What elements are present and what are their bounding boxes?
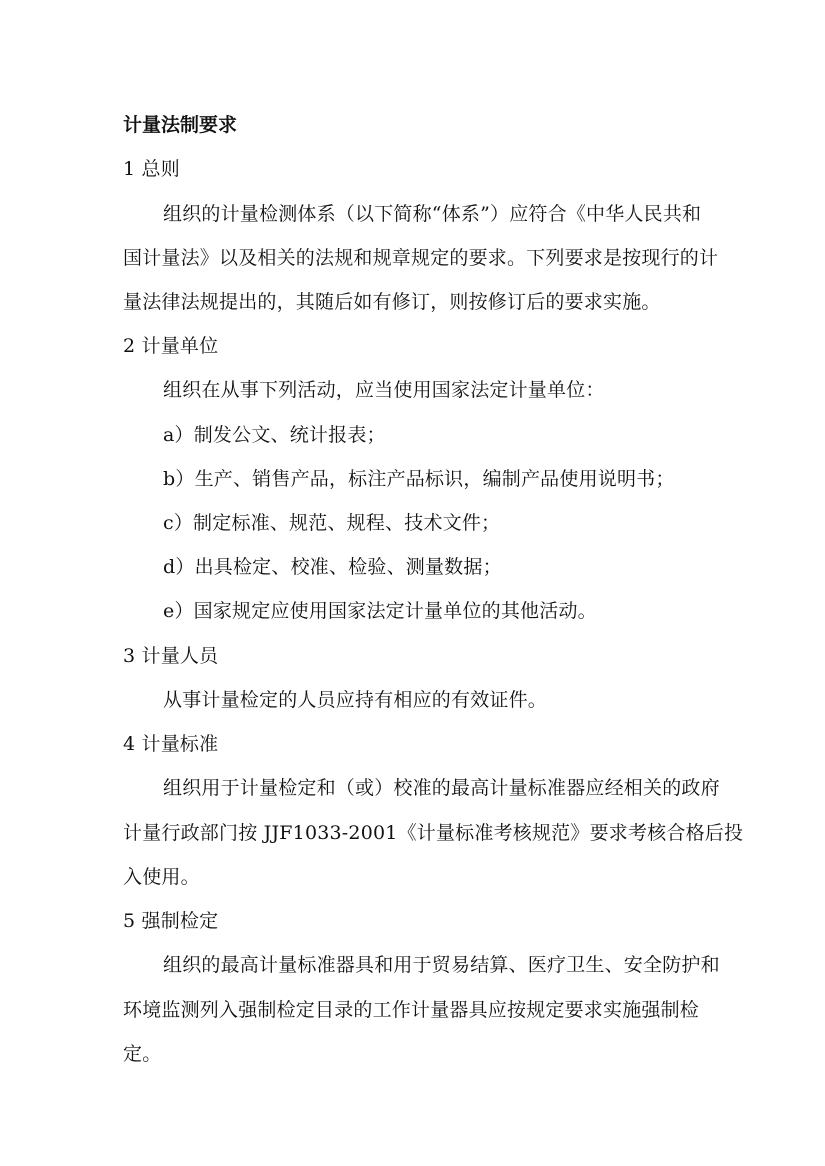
section-4-heading: 4 计量标准 xyxy=(123,733,219,755)
section-2-list-item-d: d）出具检定、校准、检验、测量数据； xyxy=(163,556,502,578)
section-1-paragraph-line-2: 国计量法》以及相关的法规和规章规定的要求。下列要求是按现行的计 xyxy=(123,247,719,269)
section-4-paragraph-line-3: 入使用。 xyxy=(123,866,200,888)
section-2-list-item-a: a）制发公文、统计报表； xyxy=(163,424,386,446)
section-1-paragraph-line-3: 量法律法规提出的，其随后如有修订，则按修订后的要求实施。 xyxy=(123,291,661,313)
section-2-list-item-b: b）生产、销售产品，标注产品标识，编制产品使用说明书； xyxy=(163,468,675,490)
section-3-paragraph-line-1: 从事计量检定的人员应持有相应的有效证件。 xyxy=(163,689,548,711)
section-1-paragraph-line-1: 组织的计量检测体系（以下简称“体系”）应符合《中华人民共和 xyxy=(163,203,702,225)
section-4-paragraph-line-2: 计量行政部门按 JJF1033-2001《计量标准考核规范》要求考核合格后投 xyxy=(123,822,744,844)
section-2-list-item-e: e）国家规定应使用国家法定计量单位的其他活动。 xyxy=(163,600,597,622)
section-2-intro: 组织在从事下列活动，应当使用国家法定计量单位： xyxy=(163,379,605,401)
section-5-heading: 5 强制检定 xyxy=(123,910,219,932)
section-4-paragraph-line-1: 组织用于计量检定和（或）校准的最高计量标准器应经相关的政府 xyxy=(163,777,720,799)
document-title: 计量法制要求 xyxy=(123,114,238,136)
section-5-paragraph-line-2: 环境监测列入强制检定目录的工作计量器具应按规定要求实施强制检 xyxy=(123,999,700,1021)
section-5-paragraph-line-3: 定。 xyxy=(123,1043,162,1065)
section-2-list-item-c: c）制定标准、规范、规程、技术文件； xyxy=(163,512,501,534)
section-5-paragraph-line-1: 组织的最高计量标准器具和用于贸易结算、医疗卫生、安全防护和 xyxy=(163,954,720,976)
section-2-heading: 2 计量单位 xyxy=(123,335,219,357)
section-3-heading: 3 计量人员 xyxy=(123,645,219,667)
section-1-heading: 1 总则 xyxy=(123,158,180,180)
